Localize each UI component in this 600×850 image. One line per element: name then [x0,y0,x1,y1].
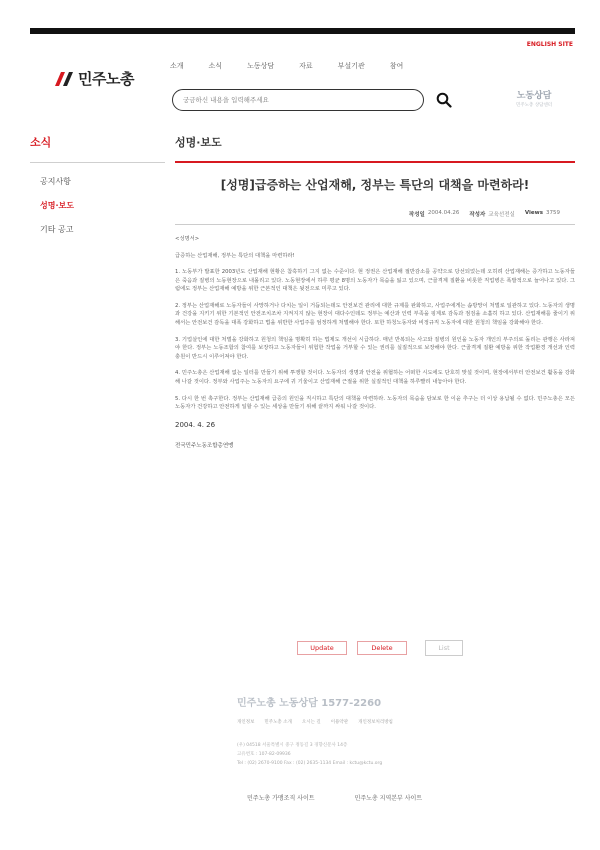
logo-mark-icon [52,71,74,87]
sidebar-menu [40,176,74,248]
english-site-link[interactable]: ENGLISH SITE [526,41,573,48]
footer-contact: Tel : (02) 2670-9100 Fax : (02) 2635-1134 Email : kctu@kctu.org [237,760,383,766]
sidebar-divider [30,162,165,163]
article-meta [409,210,570,218]
article-title: [성명]급증하는 산업재해, 정부는 특단의 대책을 마련하라! [220,178,530,192]
page-title: 성명·보도 [175,136,222,149]
meta-divider [175,224,575,225]
footer-links [237,719,403,725]
logo-text: 민주노총 [78,70,134,88]
footer-link[interactable]: 민주노총 소개 [264,720,292,725]
affiliate-sites-link[interactable]: 민주노총 가맹조직 사이트 [247,795,315,802]
article-body [175,235,575,451]
paragraph: <성명서> [175,236,200,242]
footer-title: 민주노총 노동상담 1577-2260 [237,698,382,709]
counsel-banner[interactable] [516,88,552,108]
author-value: 교육선전실 [488,212,515,218]
nav-item-counsel[interactable]: 노동상담 [247,62,275,70]
author-label: 작성자 [469,212,486,218]
paragraph: 급증하는 산업재해, 정부는 특단의 대책을 마련하라! [175,252,295,259]
search-input[interactable] [183,96,413,104]
paragraph: 5. 다시 한 번 촉구한다. 정부는 산업재해 급증의 원인을 직시하고 특단의 대책을 마련하라. 노동자의 목숨을 담보로 한 이윤 추구는 더 이상 용납될 수 없다. 민주노총은 모든 노동자가 건강하고 안전하게 일할 수 있는 세상을 만들기 위해 끝까지 싸워 나갈 것이다. [175,395,575,411]
footer-link[interactable]: 개인정보처리방침 [358,720,393,725]
list-button[interactable]: List [425,640,463,656]
nav-item-intro[interactable]: 소개 [170,62,184,70]
views-value: 3759 [546,210,560,216]
sidebar-item-statements[interactable]: 성명·보도 [40,201,74,210]
paragraph: 2. 정부는 산업재해로 노동자들이 사망하거나 다치는 일이 거듭되는데도 안전보건 관리에 대한 규제를 완화하고, 사업주에게는 솜방망이 처벌로 일관하고 있다. 노동자의 생명과 건강을 지키기 위한 기본적인 안전조치조차 지켜지지 않는 현장이 대다수인데도 정부는 예산과 인력 부족을 핑계로 감독과 점검을 소홀히 하고 있다. 산업재해를 줄이기 위해서는 안전보건 감독을 대폭 강화하고 법을 위반한 사업주를 엄정하게 처벌해야 한다. 또한 하청노동자와 비정규직 노동자에 대한 원청의 책임을 강화해야 한다. [175,302,575,327]
counsel-banner-title: 노동상담 [516,91,552,101]
footer-info [237,742,382,768]
counsel-banner-sub: 민주노총 상담센터 [516,103,553,108]
logo[interactable] [52,68,134,89]
nav-item-news[interactable]: 소식 [208,62,223,70]
footer-sites [247,793,462,802]
search-icon[interactable] [436,92,452,108]
nav-item-resources[interactable]: 자료 [299,62,313,70]
top-black-bar [30,28,575,34]
title-underline [175,161,575,163]
regional-sites-link[interactable]: 민주노총 지역본부 사이트 [354,795,423,802]
article-date: 2004. 4. 26 [175,420,216,429]
nav-item-affiliates[interactable]: 부설기관 [337,62,365,70]
article-organization: 전국민주노동조합총연맹 [175,443,234,449]
paragraph: 1. 노동부가 발표한 2003년도 산업재해 현황은 참혹하기 그지 없는 수준이다. 현 정권은 산업재해 절반감소를 공약으로 당선되었는데 오히려 산업재해는 증가하고 노동자들은 죽음과 질병의 노동현장으로 내몰리고 있다. 노동현장에서 하루 평균 8명의 노동자가 목숨을 잃고 있으며, 근골격계 질환을 비롯한 직업병은 폭발적으로 늘어나고 있다. 그럼에도 정부는 산업재해 예방을 위한 근본적인 대책은 뒷전으로 미루고 있다. [175,269,575,293]
paragraph: 4. 민주노총은 산업재해 없는 일터를 만들기 위해 투쟁할 것이다. 노동자의 생명과 안전을 위협하는 어떠한 시도에도 단호히 맞설 것이며, 현장에서부터 안전보건 활동을 강화해 나갈 것이다. 정부와 사업주는 노동자의 요구에 귀 기울이고 산업재해 근절을 위한 실질적인 대책을 하루빨리 내놓아야 한다. [175,370,575,385]
views-label: Views [524,210,543,216]
footer-address: (우) 04518 서울특별시 중구 정동길 3 경향신문사 14층 [237,743,348,748]
date-label: 작성일 [408,212,425,218]
paragraph: 3. 기업살인에 대한 처벌을 강화하고 원청의 책임을 명확히 하는 법제도 개선이 시급하다. 매년 반복되는 사고와 질병의 원인을 노동자 개인의 부주의로 돌리는 관행은 사라져야 한다. 정부는 노동조합의 참여를 보장하고 노동자들이 위험한 작업을 거부할 수 있는 권리를 실질적으로 보장해야 한다. 근골격계 질환 예방을 위한 작업환경 개선과 인력 충원이 반드시 이루어져야 한다. [175,336,575,360]
date-value: 2004.04.26 [427,210,460,216]
search-box [172,89,424,111]
footer-link[interactable]: 오시는 길 [301,720,321,725]
sidebar-title: 소식 [30,136,52,149]
nav-item-participation[interactable]: 참여 [389,62,404,70]
sidebar-item-notice[interactable]: 공지사항 [40,177,71,186]
update-button[interactable]: Update [297,641,347,655]
footer-link[interactable]: 개인정보 [237,720,255,725]
delete-button[interactable]: Delete [357,641,407,655]
footer-link[interactable]: 이용약관 [330,720,349,725]
sidebar-item-other-notices[interactable]: 기타 공고 [40,225,74,234]
footer-registration: 고유번호 : 107-82-09936 [237,751,291,757]
article-actions [297,640,473,656]
main-nav [170,61,428,71]
